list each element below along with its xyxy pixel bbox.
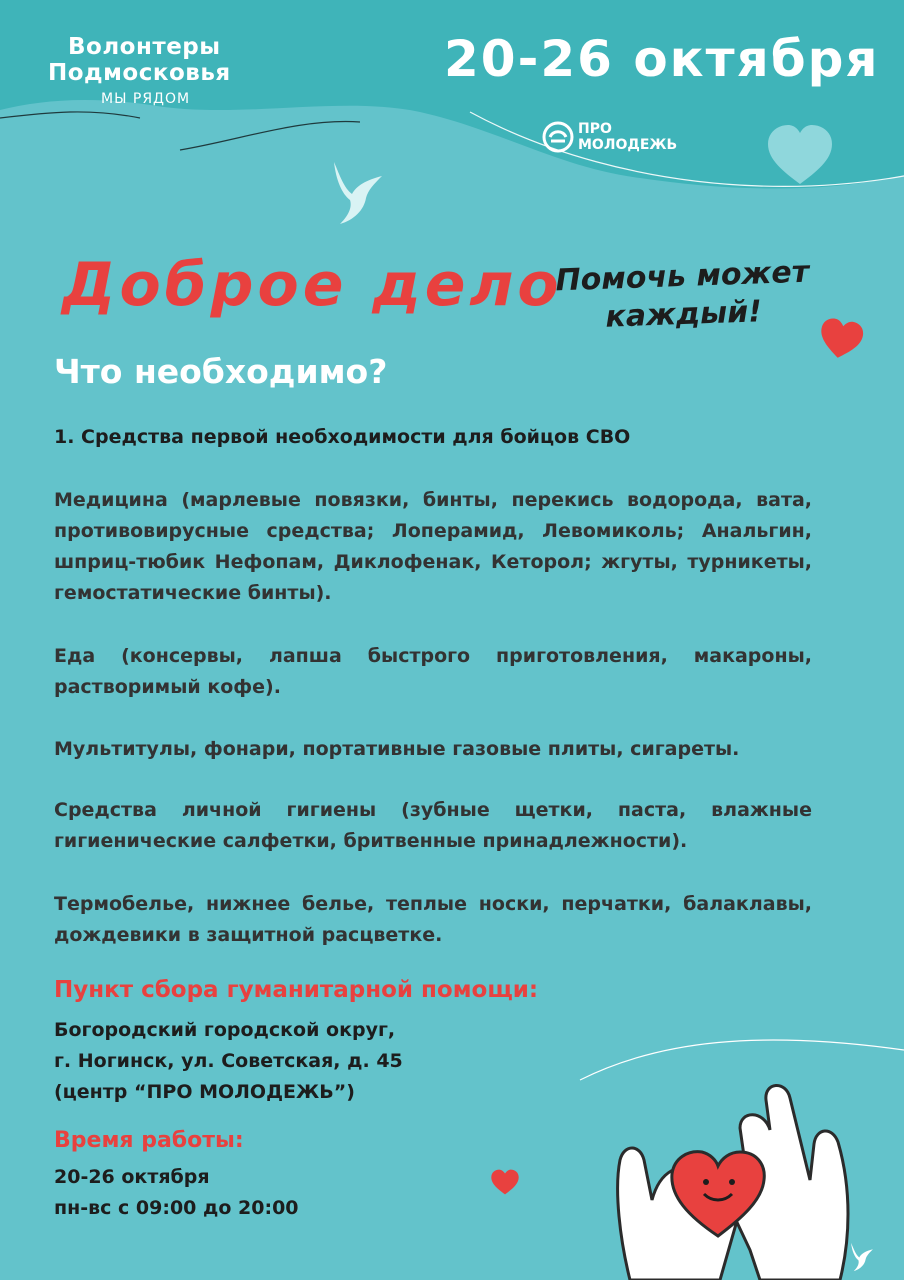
logo-title-line2: Подмосковья [48,60,231,86]
needs-paragraph-medicine: Медицина (марлевые повязки, бинты, перекись водорода, вата, противовирусные средства; Лоперамид, Левомиколь; Анальгин, шприц-тюбик Нефопам, Диклофенак, Кеторол; жгуты, турникеты, гемостатические бинты). [54,489,812,604]
needs-paragraph-hygiene: Средства личной гигиены (зубные щетки, паста, влажные гигиенические салфетки, бритвенные принадлежности). [54,799,812,852]
hours-dates: 20-26 октября [54,1166,210,1188]
needs-item-heading: 1. Средства первой необходимости для бойцов СВО [54,426,631,448]
collection-address-line2: г. Ногинск, ул. Советская, д. 45 [54,1050,403,1072]
collection-address-line3: (центр “ПРО МОЛОДЕЖЬ”) [54,1081,355,1103]
heart-icon [490,1168,520,1196]
logo-title-line1: Волонтеры [68,34,221,60]
main-title: Доброе дело [62,250,563,320]
slogan-line2: каждый! [604,294,763,335]
heart-icon [764,122,836,188]
hours-time: пн-вс с 09:00 до 20:00 [54,1197,299,1219]
bird-icon [330,160,386,226]
needs-paragraph-clothing: Термобелье, нижнее белье, теплые носки, перчатки, балаклавы, дождевики в защитной расцветке. [54,893,812,946]
needs-paragraph-food: Еда (консервы, лапша быстрого приготовления, макароны, растворимый кофе). [54,645,812,698]
partner-line2: МОЛОДЕЖЬ [578,137,678,153]
event-dates-title: 20-26 октября [444,30,880,88]
collection-address-line1: Богородский городской округ, [54,1019,396,1041]
slogan [537,253,829,339]
slogan-line1: Помочь может [554,254,810,299]
logo-tagline: МЫ РЯДОМ [101,91,191,107]
bird-icon [848,1242,876,1272]
partner-line1: ПРО [578,121,612,137]
needs-paragraph-tools: Мультитулы, фонари, портативные газовые плиты, сигареты. [54,738,740,760]
collection-heading: Пункт сбора гуманитарной помощи: [54,977,539,1003]
heart-icon [818,318,864,360]
needs-heading: Что необходимо? [54,352,388,391]
hours-heading: Время работы: [54,1128,244,1153]
pro-molodezh-logo-icon [541,120,575,154]
hands-heart-icon [600,1070,860,1280]
